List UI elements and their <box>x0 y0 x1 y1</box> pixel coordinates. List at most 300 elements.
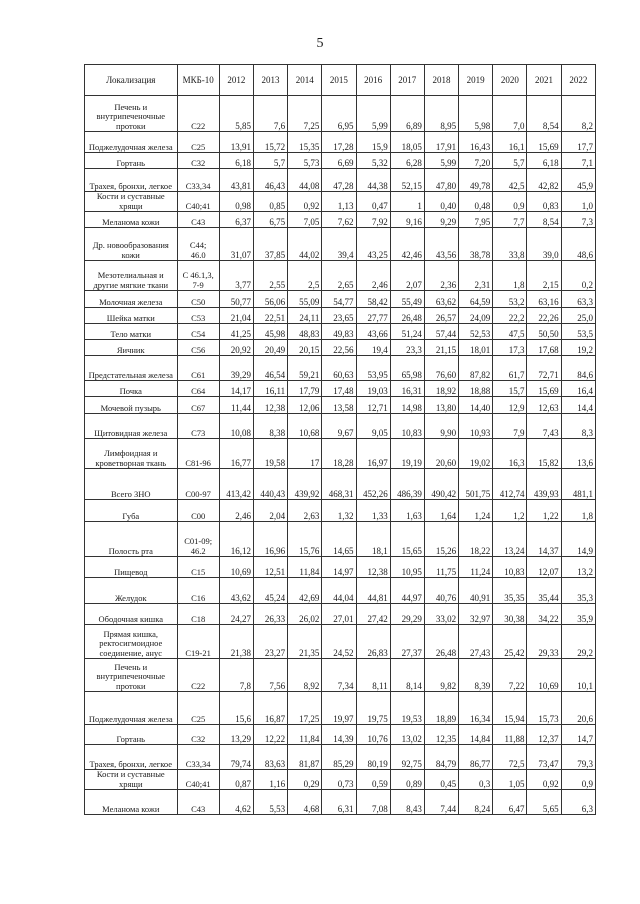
table-row <box>85 659 596 692</box>
value-cell: 15,6 <box>219 692 253 725</box>
value-cell: 15,35 <box>288 132 322 153</box>
value-cell: 65,98 <box>390 356 424 381</box>
localization-cell: Поджелудочная железа <box>85 132 178 153</box>
value-cell: 55,49 <box>390 291 424 308</box>
value-cell: 2,04 <box>253 500 287 522</box>
column-header: 2019 <box>459 65 493 96</box>
icd-code-cell: C00-97 <box>177 469 219 500</box>
icd-code-cell: C40;41 <box>177 770 219 790</box>
value-cell: 38,78 <box>459 228 493 261</box>
value-cell: 8,43 <box>390 790 424 815</box>
table-body <box>85 96 596 815</box>
value-cell: 5,99 <box>424 153 458 169</box>
value-cell: 27,77 <box>356 308 390 324</box>
icd-code-cell: C01-09; 46.2 <box>177 522 219 557</box>
value-cell: 19,53 <box>390 692 424 725</box>
table-row <box>85 381 596 397</box>
value-cell: 2,31 <box>459 261 493 291</box>
value-cell: 1,8 <box>561 500 595 522</box>
table-row <box>85 557 596 578</box>
value-cell: 49,83 <box>322 324 356 340</box>
value-cell: 8,54 <box>527 212 561 228</box>
value-cell: 16,4 <box>561 381 595 397</box>
value-cell: 17,28 <box>322 132 356 153</box>
value-cell: 83,63 <box>253 745 287 770</box>
value-cell: 39,0 <box>527 228 561 261</box>
icd-code-cell: C53 <box>177 308 219 324</box>
icd-code-cell: C32 <box>177 153 219 169</box>
value-cell: 26,57 <box>424 308 458 324</box>
value-cell: 19,97 <box>322 692 356 725</box>
value-cell: 6,18 <box>527 153 561 169</box>
value-cell: 452,26 <box>356 469 390 500</box>
value-cell: 15,73 <box>527 692 561 725</box>
value-cell: 1,63 <box>390 500 424 522</box>
table-row <box>85 132 596 153</box>
value-cell: 7,34 <box>322 659 356 692</box>
value-cell: 12,06 <box>288 397 322 414</box>
value-cell: 2,65 <box>322 261 356 291</box>
value-cell: 5,53 <box>253 790 287 815</box>
value-cell: 22,2 <box>493 308 527 324</box>
value-cell: 27,42 <box>356 604 390 625</box>
value-cell: 64,59 <box>459 291 493 308</box>
value-cell: 14,39 <box>322 725 356 745</box>
value-cell: 22,56 <box>322 340 356 356</box>
value-cell: 10,69 <box>527 659 561 692</box>
value-cell: 6,3 <box>561 790 595 815</box>
value-cell: 19,02 <box>459 439 493 469</box>
localization-cell: Трахея, бронхи, легкое <box>85 169 178 192</box>
value-cell: 5,98 <box>459 96 493 132</box>
localization-cell: Полость рта <box>85 522 178 557</box>
value-cell: 7,62 <box>322 212 356 228</box>
icd-code-cell: C73 <box>177 414 219 439</box>
icd-code-cell: C44; 46.0 <box>177 228 219 261</box>
table-row <box>85 291 596 308</box>
value-cell: 53,95 <box>356 356 390 381</box>
value-cell: 20,6 <box>561 692 595 725</box>
column-header: 2013 <box>253 65 287 96</box>
value-cell: 17,91 <box>424 132 458 153</box>
value-cell: 15,69 <box>527 132 561 153</box>
value-cell: 14,7 <box>561 725 595 745</box>
value-cell: 47,80 <box>424 169 458 192</box>
value-cell: 43,56 <box>424 228 458 261</box>
value-cell: 2,46 <box>219 500 253 522</box>
value-cell: 2,07 <box>390 261 424 291</box>
value-cell: 20,92 <box>219 340 253 356</box>
icd-code-cell: C81-96 <box>177 439 219 469</box>
table-row <box>85 439 596 469</box>
value-cell: 1,05 <box>493 770 527 790</box>
value-cell: 63,62 <box>424 291 458 308</box>
icd-code-cell: C25 <box>177 132 219 153</box>
value-cell: 35,44 <box>527 578 561 604</box>
value-cell: 0,83 <box>527 192 561 212</box>
localization-cell: Прямая кишка, ректосигмоидное соединение, анус <box>85 625 178 659</box>
column-header: 2015 <box>322 65 356 96</box>
value-cell: 7,92 <box>356 212 390 228</box>
icd-code-cell: C22 <box>177 659 219 692</box>
value-cell: 42,69 <box>288 578 322 604</box>
value-cell: 0,47 <box>356 192 390 212</box>
value-cell: 12,35 <box>424 725 458 745</box>
value-cell: 16,3 <box>493 439 527 469</box>
value-cell: 26,48 <box>424 625 458 659</box>
value-cell: 43,25 <box>356 228 390 261</box>
value-cell: 13,6 <box>561 439 595 469</box>
value-cell: 33,02 <box>424 604 458 625</box>
value-cell: 14,98 <box>390 397 424 414</box>
value-cell: 6,95 <box>322 96 356 132</box>
value-cell: 19,58 <box>253 439 287 469</box>
value-cell: 51,24 <box>390 324 424 340</box>
value-cell: 10,93 <box>459 414 493 439</box>
value-cell: 0,59 <box>356 770 390 790</box>
value-cell: 81,87 <box>288 745 322 770</box>
value-cell: 0,2 <box>561 261 595 291</box>
value-cell: 5,85 <box>219 96 253 132</box>
value-cell: 39,29 <box>219 356 253 381</box>
value-cell: 41,25 <box>219 324 253 340</box>
value-cell: 1,33 <box>356 500 390 522</box>
table-row <box>85 604 596 625</box>
value-cell: 42,82 <box>527 169 561 192</box>
table-row <box>85 308 596 324</box>
value-cell: 5,99 <box>356 96 390 132</box>
localization-cell: Яичник <box>85 340 178 356</box>
value-cell: 20,60 <box>424 439 458 469</box>
table-row <box>85 770 596 790</box>
value-cell: 2,63 <box>288 500 322 522</box>
icd-code-cell: C61 <box>177 356 219 381</box>
value-cell: 0,9 <box>561 770 595 790</box>
value-cell: 79,74 <box>219 745 253 770</box>
localization-cell: Гортань <box>85 725 178 745</box>
value-cell: 10,83 <box>493 557 527 578</box>
value-cell: 34,22 <box>527 604 561 625</box>
value-cell: 57,44 <box>424 324 458 340</box>
value-cell: 10,95 <box>390 557 424 578</box>
value-cell: 72,5 <box>493 745 527 770</box>
value-cell: 7,1 <box>561 153 595 169</box>
value-cell: 56,06 <box>253 291 287 308</box>
value-cell: 12,07 <box>527 557 561 578</box>
value-cell: 12,37 <box>527 725 561 745</box>
table-row <box>85 745 596 770</box>
value-cell: 35,35 <box>493 578 527 604</box>
localization-cell: Гортань <box>85 153 178 169</box>
icd-code-cell: C32 <box>177 725 219 745</box>
localization-cell: Печень и внутрипеченочные протоки <box>85 659 178 692</box>
value-cell: 0,73 <box>322 770 356 790</box>
value-cell: 50,77 <box>219 291 253 308</box>
value-cell: 11,75 <box>424 557 458 578</box>
value-cell: 47,28 <box>322 169 356 192</box>
table-row <box>85 192 596 212</box>
value-cell: 10,83 <box>390 414 424 439</box>
value-cell: 1 <box>390 192 424 212</box>
value-cell: 18,28 <box>322 439 356 469</box>
value-cell: 17,48 <box>322 381 356 397</box>
value-cell: 0,98 <box>219 192 253 212</box>
icd-code-cell: C56 <box>177 340 219 356</box>
value-cell: 87,82 <box>459 356 493 381</box>
value-cell: 25,42 <box>493 625 527 659</box>
value-cell: 7,7 <box>493 212 527 228</box>
value-cell: 412,74 <box>493 469 527 500</box>
column-header: 2016 <box>356 65 390 96</box>
value-cell: 490,42 <box>424 469 458 500</box>
value-cell: 7,8 <box>219 659 253 692</box>
value-cell: 14,65 <box>322 522 356 557</box>
value-cell: 14,97 <box>322 557 356 578</box>
value-cell: 29,2 <box>561 625 595 659</box>
localization-cell: Меланома кожи <box>85 790 178 815</box>
value-cell: 1,0 <box>561 192 595 212</box>
value-cell: 16,87 <box>253 692 287 725</box>
value-cell: 35,3 <box>561 578 595 604</box>
value-cell: 44,81 <box>356 578 390 604</box>
value-cell: 6,31 <box>322 790 356 815</box>
value-cell: 8,92 <box>288 659 322 692</box>
value-cell: 25,0 <box>561 308 595 324</box>
icd-code-cell: C19-21 <box>177 625 219 659</box>
table-row <box>85 261 596 291</box>
value-cell: 24,09 <box>459 308 493 324</box>
value-cell: 26,33 <box>253 604 287 625</box>
value-cell: 10,1 <box>561 659 595 692</box>
value-cell: 53,2 <box>493 291 527 308</box>
localization-cell: Пищевод <box>85 557 178 578</box>
value-cell: 0,29 <box>288 770 322 790</box>
value-cell: 1,13 <box>322 192 356 212</box>
value-cell: 22,26 <box>527 308 561 324</box>
value-cell: 8,38 <box>253 414 287 439</box>
value-cell: 0,89 <box>390 770 424 790</box>
value-cell: 4,68 <box>288 790 322 815</box>
table-row <box>85 397 596 414</box>
value-cell: 19,03 <box>356 381 390 397</box>
localization-cell: Печень и внутрипеченочные протоки <box>85 96 178 132</box>
value-cell: 17,68 <box>527 340 561 356</box>
value-cell: 16,1 <box>493 132 527 153</box>
value-cell: 1,64 <box>424 500 458 522</box>
value-cell: 2,5 <box>288 261 322 291</box>
table-row <box>85 790 596 815</box>
value-cell: 42,5 <box>493 169 527 192</box>
value-cell: 16,77 <box>219 439 253 469</box>
value-cell: 13,91 <box>219 132 253 153</box>
value-cell: 0,3 <box>459 770 493 790</box>
value-cell: 86,77 <box>459 745 493 770</box>
value-cell: 19,2 <box>561 340 595 356</box>
value-cell: 16,11 <box>253 381 287 397</box>
value-cell: 18,22 <box>459 522 493 557</box>
value-cell: 92,75 <box>390 745 424 770</box>
value-cell: 11,88 <box>493 725 527 745</box>
value-cell: 26,02 <box>288 604 322 625</box>
value-cell: 60,63 <box>322 356 356 381</box>
value-cell: 1,32 <box>322 500 356 522</box>
page-number: 5 <box>316 36 324 51</box>
value-cell: 16,31 <box>390 381 424 397</box>
value-cell: 18,01 <box>459 340 493 356</box>
value-cell: 15,94 <box>493 692 527 725</box>
value-cell: 5,7 <box>493 153 527 169</box>
value-cell: 5,65 <box>527 790 561 815</box>
value-cell: 15,82 <box>527 439 561 469</box>
value-cell: 1,2 <box>493 500 527 522</box>
value-cell: 12,63 <box>527 397 561 414</box>
value-cell: 30,38 <box>493 604 527 625</box>
value-cell: 7,43 <box>527 414 561 439</box>
value-cell: 43,66 <box>356 324 390 340</box>
value-cell: 49,78 <box>459 169 493 192</box>
value-cell: 0,45 <box>424 770 458 790</box>
value-cell: 84,6 <box>561 356 595 381</box>
icd-code-cell: C16 <box>177 578 219 604</box>
value-cell: 0,9 <box>493 192 527 212</box>
value-cell: 7,25 <box>288 96 322 132</box>
value-cell: 18,88 <box>459 381 493 397</box>
table-row <box>85 96 596 132</box>
value-cell: 8,39 <box>459 659 493 692</box>
localization-cell: Поджелудочная железа <box>85 692 178 725</box>
value-cell: 10,08 <box>219 414 253 439</box>
value-cell: 76,60 <box>424 356 458 381</box>
value-cell: 29,29 <box>390 604 424 625</box>
value-cell: 13,80 <box>424 397 458 414</box>
value-cell: 15,26 <box>424 522 458 557</box>
value-cell: 42,46 <box>390 228 424 261</box>
value-cell: 48,83 <box>288 324 322 340</box>
value-cell: 18,89 <box>424 692 458 725</box>
value-cell: 3,77 <box>219 261 253 291</box>
value-cell: 61,7 <box>493 356 527 381</box>
value-cell: 19,75 <box>356 692 390 725</box>
value-cell: 6,18 <box>219 153 253 169</box>
icd-code-cell: C43 <box>177 212 219 228</box>
value-cell: 73,47 <box>527 745 561 770</box>
value-cell: 7,08 <box>356 790 390 815</box>
value-cell: 48,6 <box>561 228 595 261</box>
value-cell: 72,71 <box>527 356 561 381</box>
value-cell: 7,05 <box>288 212 322 228</box>
value-cell: 5,7 <box>253 153 287 169</box>
value-cell: 19,4 <box>356 340 390 356</box>
column-header: МКБ-10 <box>177 65 219 96</box>
value-cell: 1,24 <box>459 500 493 522</box>
value-cell: 21,04 <box>219 308 253 324</box>
value-cell: 17 <box>288 439 322 469</box>
value-cell: 0,48 <box>459 192 493 212</box>
icd-code-cell: C50 <box>177 291 219 308</box>
value-cell: 12,71 <box>356 397 390 414</box>
value-cell: 16,96 <box>253 522 287 557</box>
value-cell: 21,38 <box>219 625 253 659</box>
value-cell: 13,24 <box>493 522 527 557</box>
localization-cell: Тело матки <box>85 324 178 340</box>
value-cell: 14,40 <box>459 397 493 414</box>
localization-cell: Желудок <box>85 578 178 604</box>
value-cell: 18,1 <box>356 522 390 557</box>
localization-cell: Лимфоидная и кроветворная ткань <box>85 439 178 469</box>
value-cell: 7,0 <box>493 96 527 132</box>
value-cell: 12,38 <box>253 397 287 414</box>
value-cell: 11,84 <box>288 557 322 578</box>
value-cell: 15,69 <box>527 381 561 397</box>
value-cell: 11,44 <box>219 397 253 414</box>
value-cell: 486,39 <box>390 469 424 500</box>
value-cell: 20,15 <box>288 340 322 356</box>
icd-code-cell: C33,34 <box>177 745 219 770</box>
table-row <box>85 324 596 340</box>
column-header: 2014 <box>288 65 322 96</box>
value-cell: 501,75 <box>459 469 493 500</box>
table-row <box>85 340 596 356</box>
value-cell: 17,3 <box>493 340 527 356</box>
value-cell: 44,38 <box>356 169 390 192</box>
value-cell: 23,3 <box>390 340 424 356</box>
value-cell: 22,51 <box>253 308 287 324</box>
value-cell: 20,49 <box>253 340 287 356</box>
value-cell: 52,15 <box>390 169 424 192</box>
value-cell: 13,58 <box>322 397 356 414</box>
table-row <box>85 212 596 228</box>
column-header: Локализация <box>85 65 178 96</box>
value-cell: 47,5 <box>493 324 527 340</box>
value-cell: 9,05 <box>356 414 390 439</box>
localization-cell: Др. новообразования кожи <box>85 228 178 261</box>
value-cell: 1,22 <box>527 500 561 522</box>
column-header: 2018 <box>424 65 458 96</box>
value-cell: 43,81 <box>219 169 253 192</box>
value-cell: 2,55 <box>253 261 287 291</box>
value-cell: 11,84 <box>288 725 322 745</box>
value-cell: 11,24 <box>459 557 493 578</box>
localization-cell: Трахея, бронхи, легкое <box>85 745 178 770</box>
value-cell: 45,24 <box>253 578 287 604</box>
column-header: 2020 <box>493 65 527 96</box>
value-cell: 440,43 <box>253 469 287 500</box>
value-cell: 9,90 <box>424 414 458 439</box>
localization-cell: Щитовидная железа <box>85 414 178 439</box>
value-cell: 39,4 <box>322 228 356 261</box>
value-cell: 44,02 <box>288 228 322 261</box>
value-cell: 2,15 <box>527 261 561 291</box>
localization-cell: Кости и суставные хрящи <box>85 192 178 212</box>
value-cell: 439,92 <box>288 469 322 500</box>
value-cell: 413,42 <box>219 469 253 500</box>
value-cell: 27,01 <box>322 604 356 625</box>
value-cell: 58,42 <box>356 291 390 308</box>
value-cell: 1,8 <box>493 261 527 291</box>
value-cell: 12,51 <box>253 557 287 578</box>
value-cell: 26,48 <box>390 308 424 324</box>
value-cell: 55,09 <box>288 291 322 308</box>
value-cell: 27,37 <box>390 625 424 659</box>
value-cell: 14,37 <box>527 522 561 557</box>
value-cell: 8,24 <box>459 790 493 815</box>
value-cell: 12,22 <box>253 725 287 745</box>
localization-cell: Ободочная кишка <box>85 604 178 625</box>
value-cell: 14,84 <box>459 725 493 745</box>
value-cell: 0,85 <box>253 192 287 212</box>
value-cell: 80,19 <box>356 745 390 770</box>
value-cell: 8,3 <box>561 414 595 439</box>
